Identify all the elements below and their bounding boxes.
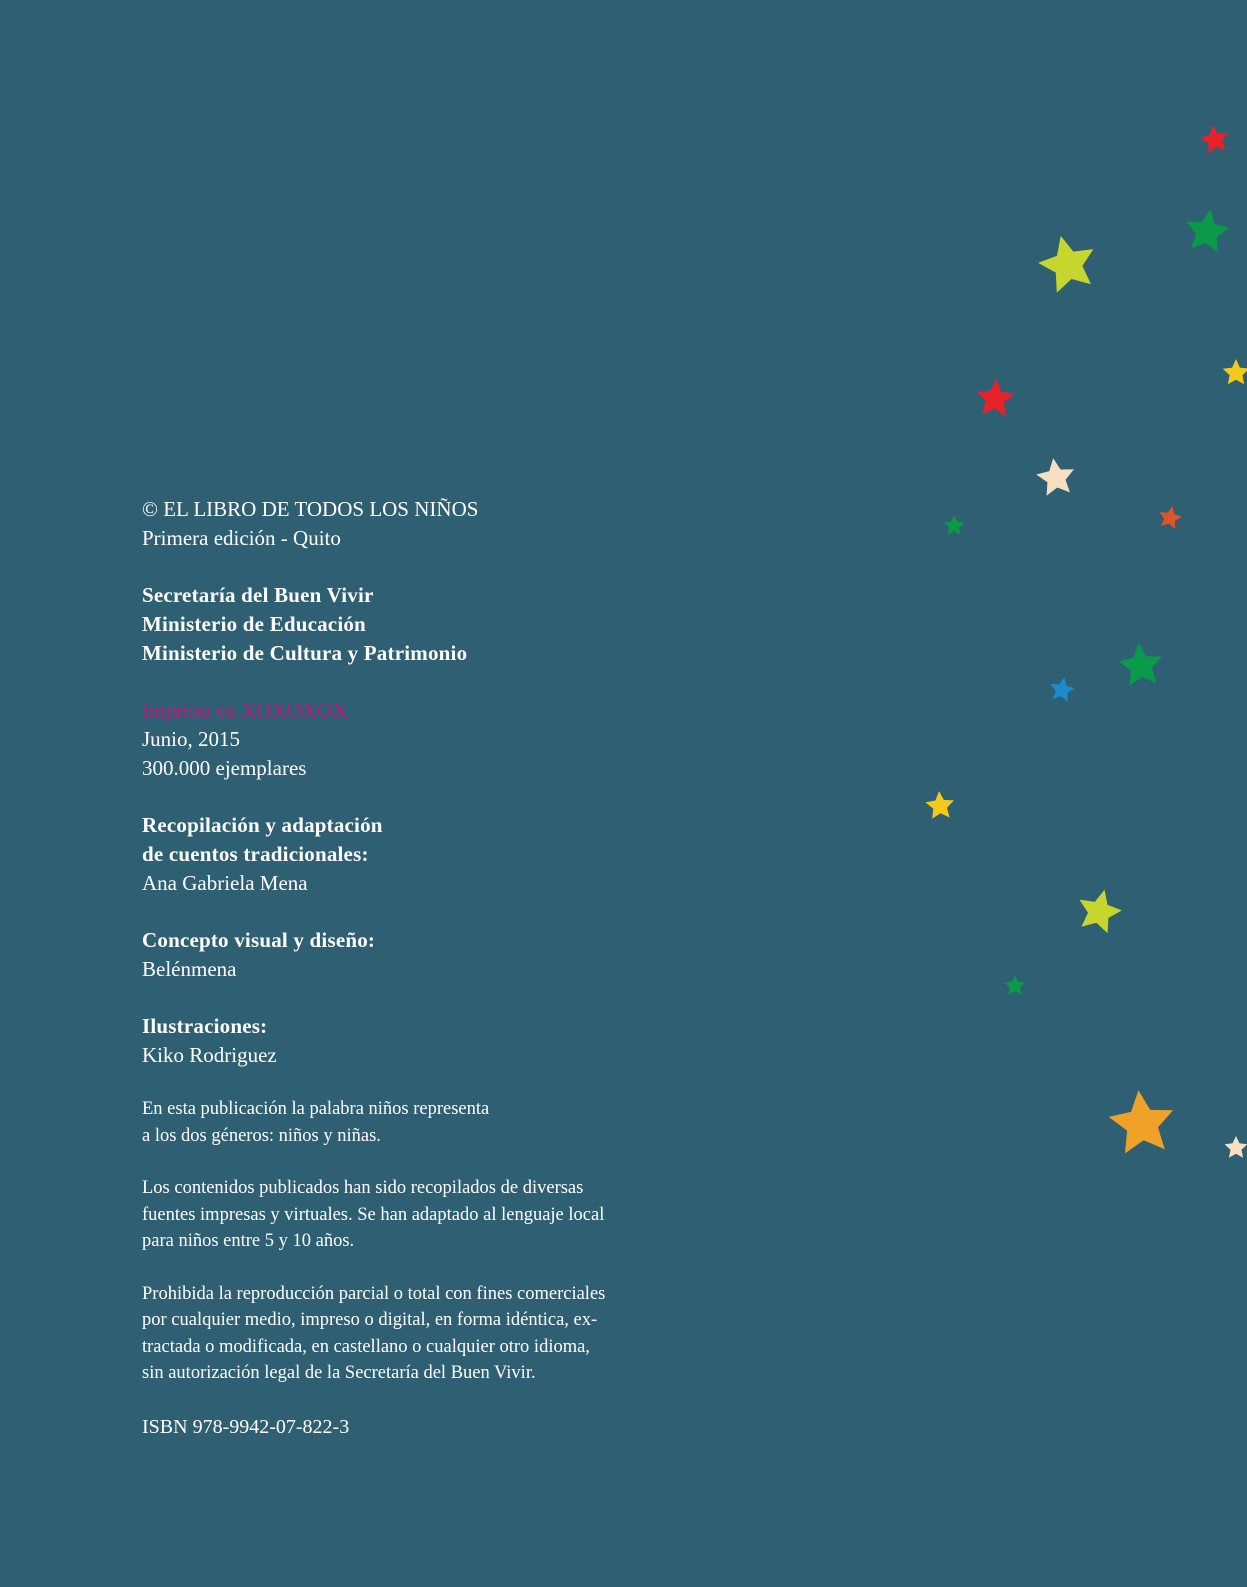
star-icon <box>1080 890 1122 934</box>
star-icon <box>1036 458 1074 496</box>
rights-note-1: Prohibida la reproducción parcial o total con fines comerciales <box>142 1283 606 1304</box>
compilation-author: Ana Gabriela Mena <box>142 871 308 895</box>
design-author: Belénmena <box>142 957 237 981</box>
rights-note-4: sin autorización legal de la Secretaría del Buen Vivir. <box>142 1363 536 1383</box>
sources-note-1: Los contenidos publicados han sido recopilados de diversas <box>142 1178 584 1198</box>
star-icon <box>1119 643 1163 686</box>
sources-note-2: fuentes impresas y virtuales. Se han adaptado al lenguaje local <box>142 1204 605 1225</box>
star-icon <box>1186 209 1229 252</box>
rights-note-2: por cualquier medio, impreso o digital, en forma idéntica, ex- <box>142 1310 598 1330</box>
design-label: Concepto visual y diseño: <box>142 928 376 952</box>
star-icon <box>1005 975 1026 995</box>
isbn: ISBN 978-9942-07-822-3 <box>142 1415 350 1438</box>
gender-note-1: En esta publicación la palabra niños representa <box>142 1099 490 1119</box>
star-icon <box>1223 359 1247 384</box>
printed-in-placeholder: Impreso en XOXOXOX <box>142 698 348 722</box>
illustrator: Kiko Rodriguez <box>142 1043 277 1067</box>
star-icon <box>1109 1090 1173 1153</box>
star-icon <box>1200 125 1228 153</box>
institution-1: Secretaría del Buen Vivir <box>142 583 374 607</box>
illustrations-label: Ilustraciones: <box>142 1014 268 1038</box>
star-icon <box>977 379 1015 416</box>
copyright-title: © EL LIBRO DE TODOS LOS NIÑOS <box>142 497 479 521</box>
gender-note-2: a los dos géneros: niños y niñas. <box>142 1125 381 1146</box>
compilation-label-1: Recopilación y adaptación <box>142 813 383 837</box>
print-run: 300.000 ejemplares <box>142 756 307 780</box>
star-icon <box>1051 677 1075 702</box>
print-date: Junio, 2015 <box>142 727 241 751</box>
institution-2: Ministerio de Educación <box>142 612 366 636</box>
institution-3: Ministerio de Cultura y Patrimonio <box>142 641 468 665</box>
star-icon <box>925 791 954 819</box>
star-icon <box>1225 1136 1247 1158</box>
sources-note-3: para niños entre 5 y 10 años. <box>142 1231 355 1251</box>
star-icon <box>944 515 965 535</box>
edition-line: Primera edición - Quito <box>142 526 341 550</box>
compilation-label-2: de cuentos tradicionales: <box>142 842 369 866</box>
star-icon <box>1160 506 1182 529</box>
colophon-text <box>142 495 682 1441</box>
rights-note-3: tractada o modificada, en castellano o cualquier otro idioma, <box>142 1336 590 1357</box>
star-icon <box>1038 236 1093 293</box>
